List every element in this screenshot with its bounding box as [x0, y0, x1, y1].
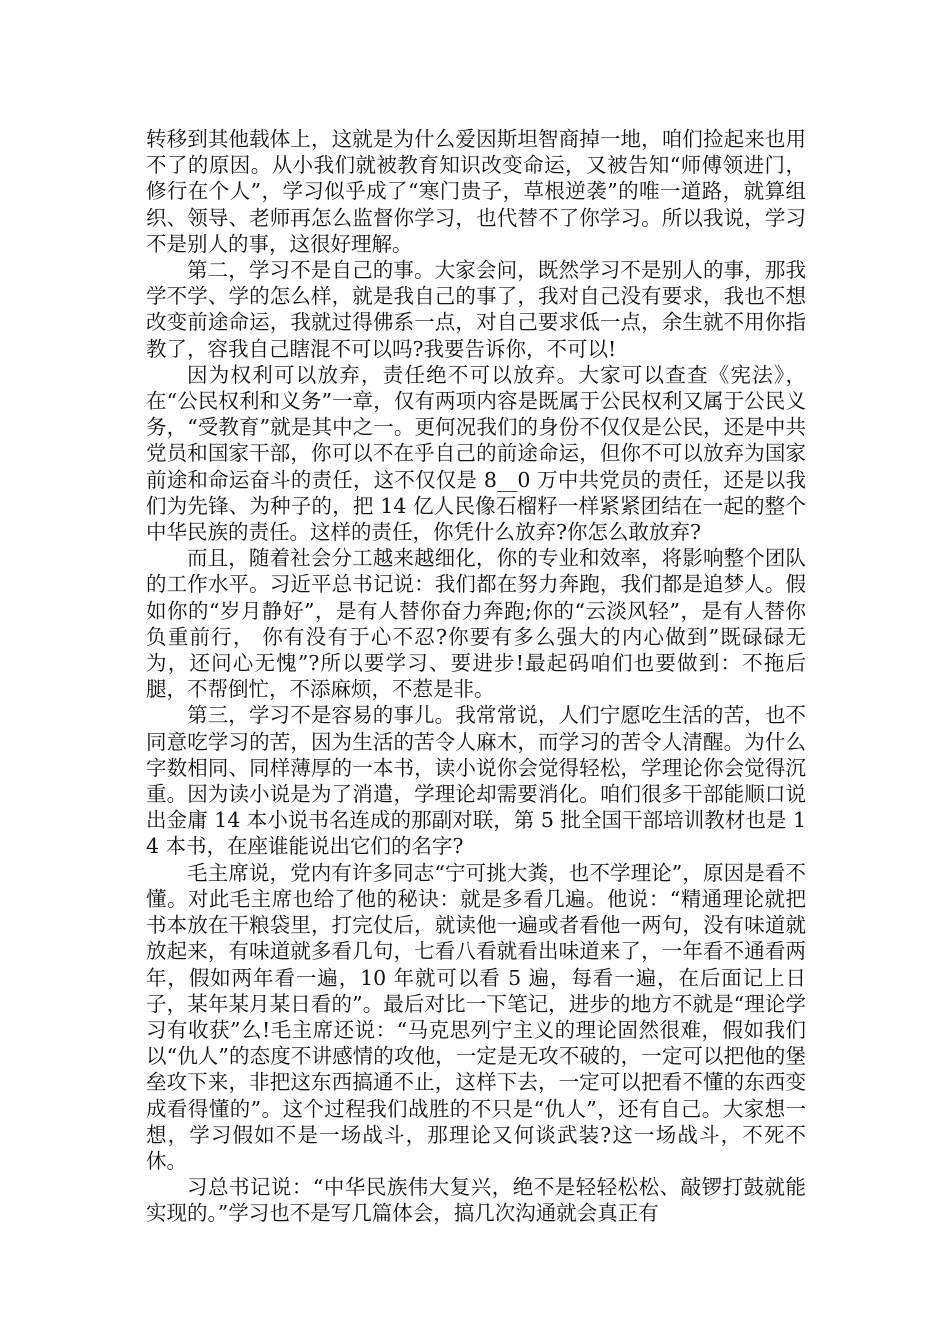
paragraph-4: 而且，随着社会分工越来越细化，你的专业和效率，将影响整个团队的工作水平。习近平总书记说：我们都在努力奔跑，我们都是追梦人。假如你的“岁月静好”，是有人替你奋力奔跑;你的“云淡风轻”，是有人替你负重前行， 你有没有于心不忍?你要有多么强大的内心做到”既碌碌无为，还问心无愧”?所以要学习、要进步!最起码咱们也要做到：不拖后腿，不帮倒忙，不添麻烦，不惹是非。 [146, 546, 806, 702]
paragraph-5: 第三，学习不是容易的事儿。我常常说，人们宁愿吃生活的苦，也不同意吃学习的苦，因为生活的苦令人麻木，而学习的苦令人清醒。为什么字数相同、同样薄厚的一本书，读小说你会觉得轻松，学理论你会觉得沉重。因为读小说是为了消遣，学理论却需要消化。咱们很多干部能顺口说出金庸 14 本小说书名连成的那副对联，第 5 批全国干部培训教材也是 14 本书，在座谁能说出它们的名字? [146, 703, 806, 859]
document-body [146, 126, 806, 1227]
paragraph-6: 毛主席说，党内有许多同志“宁可挑大粪，也不学理论”，原因是看不懂。对此毛主席也给了他的秘诀：就是多看几遍。他说：“精通理论就把书本放在干粮袋里，打完仗后，就读他一遍或者看他一两句，没有味道就放起来，有味道就多看几句，七看八看就看出味道来了，一年看不通看两年，假如两年看一遍，10 年就可以看 5 遍，每看一遍，在后面记上日子，某年某月某日看的”。最后对比一下笔记，进步的地方不就是“理论学习有收获”么!毛主席还说：“马克思列宁主义的理论固然很难，假如我们以“仇人”的态度不讲感情的攻他，一定是无攻不破的，一定可以把他的堡垒攻下来，非把这东西搞通不止，这样下去，一定可以把看不懂的东西变成看得懂的”。这个过程我们战胜的不只是“仇人”，还有自己。大家想一想，学习假如不是一场战斗，那理论又何谈武装?这一场战斗，不死不休。 [146, 860, 806, 1173]
paragraph-3: 因为权利可以放弃，责任绝不可以放弃。大家可以查查《宪法》，在“公民权利和义务”一章，仅有两项内容是既属于公民权利又属于公民义务，“受教育”就是其中之一。更何况我们的身份不仅仅是公民，还是中共党员和国家干部，你可以不在乎自己的前途命运，但你不可以放弃为国家前途和命运奋斗的责任，这不仅仅是 8__0 万中共党员的责任，还是以我们为先锋、为种子的，把 14 亿人民像石榴籽一样紧紧团结在一起的整个中华民族的责任。这样的责任，你凭什么放弃?你怎么敢放弃? [146, 362, 806, 545]
paragraph-2: 第二，学习不是自己的事。大家会问，既然学习不是别人的事，那我学不学、学的怎么样，就是我自己的事了，我对自己没有要求，我也不想改变前途命运，我就过得佛系一点，对自己要求低一点，余生就不用你指教了，容我自己瞎混不可以吗?我要告诉你，不可以! [146, 258, 806, 361]
paragraph-1: 转移到其他载体上，这就是为什么爱因斯坦智商掉一地，咱们捡起来也用不了的原因。从小我们就被教育知识改变命运，又被告知“师傅领进门，修行在个人”，学习似乎成了“寒门贵子，草根逆袭”的唯一道路，就算组织、领导、老师再怎么监督你学习，也代替不了你学习。所以我说，学习不是别人的事，这很好理解。 [146, 127, 806, 256]
paragraph-7: 习总书记说：“中华民族伟大复兴，绝不是轻轻松松、敲锣打鼓就能实现的。”学习也不是写几篇体会，搞几次沟通就会真正有 [146, 1175, 806, 1226]
